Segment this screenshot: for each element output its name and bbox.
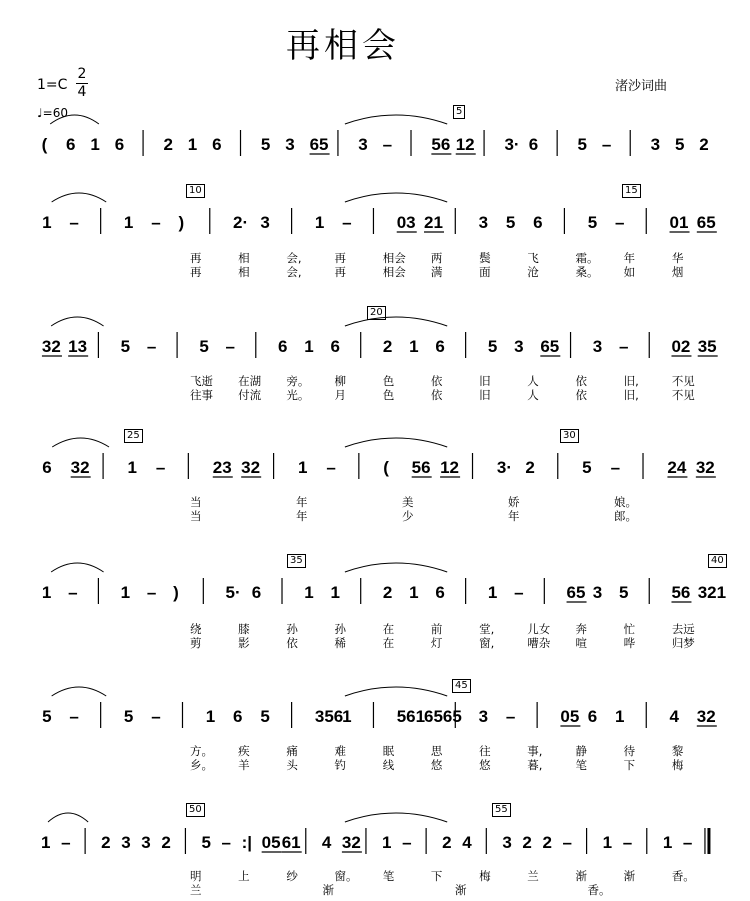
note: – [619,337,629,356]
note: – [151,707,161,726]
lyric-line-1: 两 [430,251,443,265]
slur [50,115,99,124]
lyric-line-1: 色 [382,374,395,388]
note: 3 [592,337,603,356]
lyric-line-2: 哗 [623,636,636,650]
key-signature: 1=C [37,77,68,93]
measure-number: 25 [124,429,143,443]
note: 65 [566,583,586,602]
note: 5 [487,337,498,356]
lyric-line-2: 头 [286,758,298,772]
lyric-line-2: 依 [430,388,443,402]
note: 5 [505,213,516,232]
note: 2 [101,833,111,852]
note: 1 [123,213,134,232]
measure-number: 40 [708,554,727,568]
note: 5 [619,583,629,602]
lyric-line-2: 笔 [575,758,587,772]
note: 3 [285,135,295,154]
note: 6 [212,135,222,154]
lyric-line-2: 喧 [575,636,587,650]
note: 23 [212,458,232,477]
note: 5 [674,135,685,154]
lyric-line-2: 付流 [238,388,262,402]
note: 3 [260,213,270,232]
note: 3 [121,833,131,852]
lyric-line-1: 在湖 [238,374,262,388]
note: 3 [358,135,368,154]
note: 6 [587,707,598,726]
measure-number: 50 [186,803,205,817]
note: – [61,833,71,852]
slur [51,563,103,572]
note: ( [383,458,389,477]
slur [48,813,88,822]
lyric-line-1: 笔 [382,869,395,883]
lyric-line-2: 依 [286,636,298,650]
slur [345,317,447,326]
note: 3 [650,135,661,154]
note: 2· [233,213,249,232]
lyric-line-2: 稀 [334,636,347,650]
note: 3 [141,833,151,852]
lyric-line-2: 年 [296,509,308,523]
note: 1 [330,583,340,602]
note: 1 [41,833,51,852]
lyric-line-2: 往事 [190,388,213,402]
lyric-line-1: 旧 [479,374,491,388]
note: 3 [502,833,512,852]
lyric-line-1: 再 [190,251,202,265]
lyric-line-2: 嘈杂 [527,636,551,650]
measure-number: 5 [453,105,465,119]
note: 21 [424,213,443,232]
note: 1 [614,707,625,726]
note: ( [41,135,48,154]
lyric-line-2: 渐 [322,883,334,897]
note: :| [241,833,253,852]
lyric-line-2: 暮, [527,758,543,772]
note: 1 [409,583,419,602]
lyric-line-2: 满 [430,265,443,279]
measure-number: 20 [367,306,386,320]
note: – [562,833,573,852]
note: 2 [525,458,535,477]
lyric-line-2: 再 [334,265,347,279]
note: 4 [321,833,332,852]
note: 2 [163,135,173,154]
lyric-line-1: 柳 [334,374,347,388]
note: 1 [342,707,352,726]
note: 1 [304,583,314,602]
note: 5 [201,833,211,852]
note: 1 [487,583,498,602]
note: 1 [127,458,137,477]
lyric-line-2: 羊 [238,758,250,772]
note: – [514,583,524,602]
note: 6 [528,135,539,154]
lyric-line-1: 依 [575,374,587,388]
note: 13 [68,337,88,356]
note: – [68,583,78,602]
lyric-line-1: 人 [527,374,539,388]
note: 6 [278,337,288,356]
lyric-line-2: 剪 [190,636,202,650]
note: – [146,583,157,602]
lyric-line-1: 梅 [479,869,491,883]
measure-number: 55 [492,803,511,817]
note: 03 [396,213,416,232]
note: 32 [241,458,261,477]
note: 6565 [424,707,462,726]
lyric-line-1: 渐 [575,869,587,883]
note: 12 [455,135,475,154]
lyric-line-2: 桑。 [575,265,599,279]
note: 1 [602,833,613,852]
note: 2 [522,833,532,852]
note: 5 [42,707,52,726]
lyric-line-1: 奔 [575,622,587,636]
slur [345,193,447,202]
lyric-line-1: 忙 [623,622,636,636]
note: 65 [696,213,716,232]
lyric-line-2: 悠 [430,758,443,772]
note: 32 [696,707,716,726]
note: – [146,337,157,356]
note: 4 [669,707,680,726]
tempo-marking: ♩=60 [37,106,68,120]
lyric-line-2: 悠 [479,758,491,772]
slur [52,193,107,202]
lyric-line-2: 相会 [382,265,406,279]
lyric-line-2: 光。 [286,388,310,402]
lyric-line-1: 飞 [527,251,539,265]
note: 5· [225,583,241,602]
lyric-line-2: 再 [190,265,202,279]
note: 5 [577,135,587,154]
note: 12 [440,458,460,477]
note: 6 [435,337,445,356]
note: – [151,213,161,232]
note: 2 [161,833,171,852]
time-signature-top: 2 [77,66,87,82]
measure-number: 30 [560,429,579,443]
note: – [69,707,79,726]
lyric-line-1: 在 [382,622,395,636]
lyric-line-1: 前 [430,622,443,636]
note: – [614,213,625,232]
note: ) [178,213,185,232]
lyric-line-1: 依 [430,374,443,388]
lyric-line-1: 当 [190,495,202,509]
note: 1 [42,213,52,232]
lyric-line-2: 在 [382,636,395,650]
note: 1 [120,583,131,602]
note: 3· [504,135,520,154]
lyric-line-1: 旁。 [286,374,310,388]
lyric-line-2: 渐 [455,883,467,897]
note: 4 [462,833,472,852]
note: 1 [298,458,308,477]
note: 1 [304,337,314,356]
note: 6 [66,135,76,154]
lyric-line-1: 静 [575,744,587,758]
note: 05 [560,707,580,726]
note: 1 [314,213,325,232]
slur [345,563,447,572]
note: 1 [205,707,216,726]
lyric-line-2: 灯 [430,636,443,650]
lyric-line-2: 人 [527,388,539,402]
lyric-line-2: 沧 [527,265,539,279]
lyric-line-2: 旧, [623,388,639,402]
lyric-line-2: 窗, [479,636,495,650]
lyric-line-1: 飞逝 [190,374,213,388]
lyric-line-1: 疾 [238,744,250,758]
note: 5 [199,337,209,356]
note: 61 [281,833,301,852]
note: 6 [251,583,262,602]
slur [51,317,103,326]
lyric-line-2: 旧 [479,388,491,402]
note: 32 [41,337,61,356]
lyric-line-1: 美 [402,495,414,509]
lyric-line-1: 往 [479,744,491,758]
lyric-line-2: 线 [382,758,395,772]
lyric-line-1: 不见 [671,374,695,388]
lyric-line-1: 渐 [623,869,636,883]
note: 321 [697,583,727,602]
note: – [69,213,79,232]
note: 56 [671,583,691,602]
lyric-line-2: 色 [382,388,395,402]
lyric-line-1: 思 [430,744,443,758]
note: 1 [662,833,673,852]
slur [52,438,109,447]
lyric-line-1: 上 [238,869,250,883]
lyric-line-1: 年 [296,495,308,509]
lyric-line-1: 难 [334,744,347,758]
note: 2 [542,833,552,852]
lyric-line-2: 月 [334,388,347,402]
note: – [402,833,412,852]
measure-number: 35 [287,554,306,568]
note: 3· [496,458,513,477]
note: 05 [261,833,281,852]
note: 6 [233,707,243,726]
note: – [610,458,621,477]
note: 5 [120,337,131,356]
lyric-line-1: 兰 [527,869,539,883]
note: 24 [667,458,687,477]
lyric-line-1: 香。 [671,869,695,883]
lyric-line-1: 明 [190,869,202,883]
note: 65 [309,135,329,154]
lyric-line-2: 少 [402,509,414,523]
lyric-line-1: 娘。 [614,495,637,509]
note: 1 [409,337,419,356]
lyric-line-1: 相 [238,251,250,265]
lyric-line-1: 去远 [671,622,695,636]
note: 01 [669,213,689,232]
note: – [326,458,336,477]
lyric-line-2: 不见 [671,388,695,402]
lyric-line-2: 年 [508,509,520,523]
note: 35 [697,337,717,356]
note: 3 [592,583,603,602]
lyric-line-2: 兰 [190,883,202,897]
note: 3 [478,707,489,726]
note: – [601,135,612,154]
lyric-line-2: 影 [238,636,250,650]
note: 6 [42,458,52,477]
note: 1 [187,135,198,154]
lyric-line-2: 当 [190,509,202,523]
lyric-line-1: 待 [623,744,636,758]
slur [345,115,447,124]
song-title: 再相会 [286,26,400,66]
lyric-line-1: 会, [286,251,302,265]
note: 1 [382,833,392,852]
lyric-line-2: 会, [286,265,302,279]
note: 5 [587,213,598,232]
lyric-line-1: 纱 [286,869,298,883]
lyric-line-2: 乡。 [190,758,213,772]
measure-number: 45 [452,679,471,693]
lyric-line-2: 郎。 [614,509,637,523]
measure-number: 10 [186,184,205,198]
note: 6 [114,135,125,154]
lyric-line-1: 孙 [286,622,298,636]
note: 2 [442,833,452,852]
lyric-line-1: 眠 [382,744,395,758]
lyric-line-1: 黎 [671,744,684,758]
note: 561 [396,707,426,726]
note: 1 [41,583,52,602]
slur [345,438,447,447]
slur [345,813,447,822]
note: 6 [435,583,445,602]
note: – [382,135,393,154]
note: 5 [260,707,270,726]
lyric-line-2: 如 [623,265,636,279]
lyric-line-1: 绕 [190,622,202,636]
lyric-line-2: 下 [623,758,636,772]
lyric-line-1: 旧, [623,374,639,388]
lyric-line-2: 依 [575,388,587,402]
lyric-line-1: 窗。 [334,869,358,883]
note: ) [173,583,179,602]
note: – [155,458,166,477]
note: – [342,213,352,232]
note: – [505,707,516,726]
lyric-line-1: 事, [527,744,543,758]
note: 6 [330,337,340,356]
lyric-line-2: 梅 [671,758,684,772]
lyric-line-2: 归梦 [671,636,695,650]
lyric-line-1: 儿女 [527,622,551,636]
lyric-line-1: 相会 [382,251,406,265]
lyric-line-2: 钓 [334,758,347,772]
measure-number: 15 [622,184,641,198]
lyric-line-1: 再 [334,251,347,265]
note: 2 [382,583,393,602]
note: – [221,833,232,852]
slur [52,687,107,696]
note: 32 [70,458,90,477]
lyric-line-1: 华 [671,251,684,265]
note: – [225,337,236,356]
lyric-line-1: 堂, [479,622,495,636]
note: 356 [314,707,344,726]
note: 65 [540,337,560,356]
lyric-line-1: 年 [623,251,636,265]
lyric-line-1: 霜。 [575,251,599,265]
note: 32 [695,458,715,477]
lyric-line-1: 下 [430,869,443,883]
lyric-line-1: 痛 [286,744,298,758]
lyric-line-1: 孙 [334,622,347,636]
lyric-line-1: 鬓 [479,251,491,265]
lyric-line-1: 方。 [190,744,213,758]
note: 6 [533,213,543,232]
note: – [682,833,693,852]
author-credit: 渚沙词曲 [615,79,668,94]
slur [345,687,447,696]
lyric-line-2: 面 [479,265,491,279]
lyric-line-1: 膝 [238,622,250,636]
note: 56 [411,458,431,477]
note: 02 [671,337,691,356]
note: 2 [699,135,709,154]
note: 56 [431,135,451,154]
note: 2 [382,337,393,356]
lyric-line-2: 相 [238,265,250,279]
lyric-line-2: 烟 [671,265,684,279]
note: 32 [341,833,361,852]
note: 5 [260,135,271,154]
note: – [622,833,633,852]
time-signature-bottom: 4 [77,84,87,100]
lyric-line-2: 香。 [587,883,611,897]
note: 5 [582,458,592,477]
lyric-line-1: 娇 [508,495,520,509]
note: 5 [123,707,134,726]
note: 1 [90,135,100,154]
note: 3 [478,213,489,232]
note: 3 [514,337,524,356]
